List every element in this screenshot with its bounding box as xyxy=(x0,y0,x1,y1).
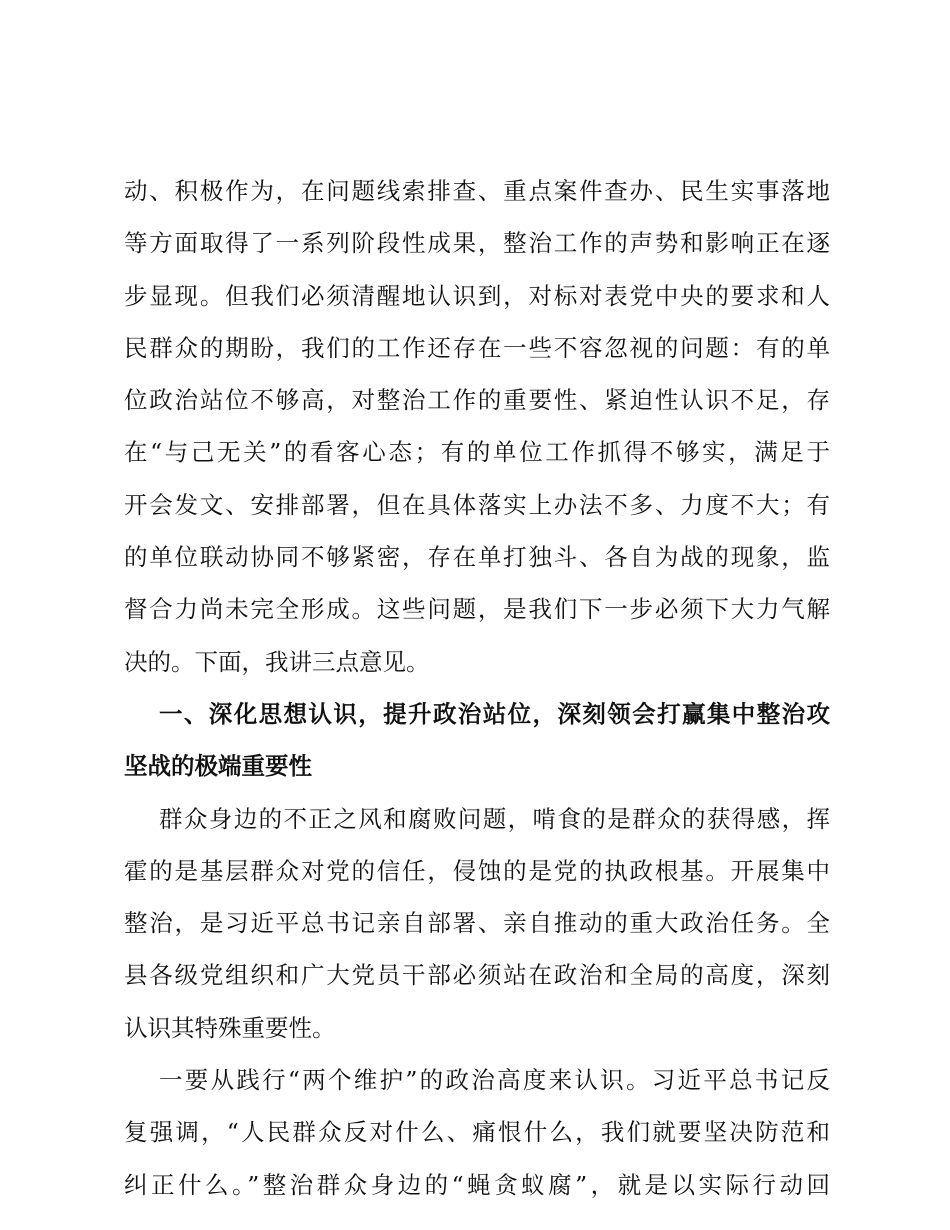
text-line: 动、积极作为，在问题线索排查、重点案件查办、民生实事落地 xyxy=(124,177,830,205)
text-line: 民群众的期盼，我们的工作还存在一些不容忽视的问题：有的单 xyxy=(124,333,830,362)
text-line: 开会发文、安排部署，但在具体落实上办法不多、力度不大；有 xyxy=(124,490,830,519)
text-line: 决的。下面，我讲三点意见。 xyxy=(124,647,430,676)
text-line: 复强调，“人民群众反对什么、痛恨什么，我们就要坚决防范和 xyxy=(124,1118,830,1147)
document-page xyxy=(124,165,830,1211)
text-line: 督合力尚未完全形成。这些问题，是我们下一步必须下大力气解 xyxy=(124,595,830,624)
text-line: 一要从践行“两个维护”的政治高度来认识。习近平总书记反 xyxy=(159,1066,830,1095)
body-paragraph-3 xyxy=(124,1054,830,1211)
text-line: 的单位联动协同不够紧密，存在单打独斗、各自为战的现象，监 xyxy=(124,543,830,572)
body-paragraph-1 xyxy=(124,165,830,688)
text-line: 认识其特殊重要性。 xyxy=(124,1013,336,1042)
text-line: 等方面取得了一系列阶段性成果，整治工作的声势和影响正在逐 xyxy=(124,229,830,258)
text-line: 县各级党组织和广大党员干部必须站在政治和全局的高度，深刻 xyxy=(124,961,830,990)
text-line: 霍的是基层群众对党的信任，侵蚀的是党的执政根基。开展集中 xyxy=(124,856,830,885)
body-paragraph-2 xyxy=(124,793,830,1054)
heading-line: 一、深化思想认识，提升政治站位，深刻领会打赢集中整治攻 xyxy=(159,699,830,728)
text-line: 在“与己无关”的看客心态；有的单位工作抓得不够实，满足于 xyxy=(124,438,830,467)
section-heading xyxy=(124,688,830,793)
text-line: 整治，是习近平总书记亲自部署、亲自推动的重大政治任务。全 xyxy=(124,909,830,938)
heading-line: 坚战的极端重要性 xyxy=(124,752,312,781)
text-line: 群众身边的不正之风和腐败问题，啃食的是群众的获得感，挥 xyxy=(159,804,830,833)
text-line: 位政治站位不够高，对整治工作的重要性、紧迫性认识不足，存 xyxy=(124,386,830,415)
text-line: 纠正什么。”整治群众身边的“蝇贪蚁腐”，就是以实际行动回 xyxy=(124,1170,830,1199)
text-line: 步显现。但我们必须清醒地认识到，对标对表党中央的要求和人 xyxy=(124,281,830,310)
